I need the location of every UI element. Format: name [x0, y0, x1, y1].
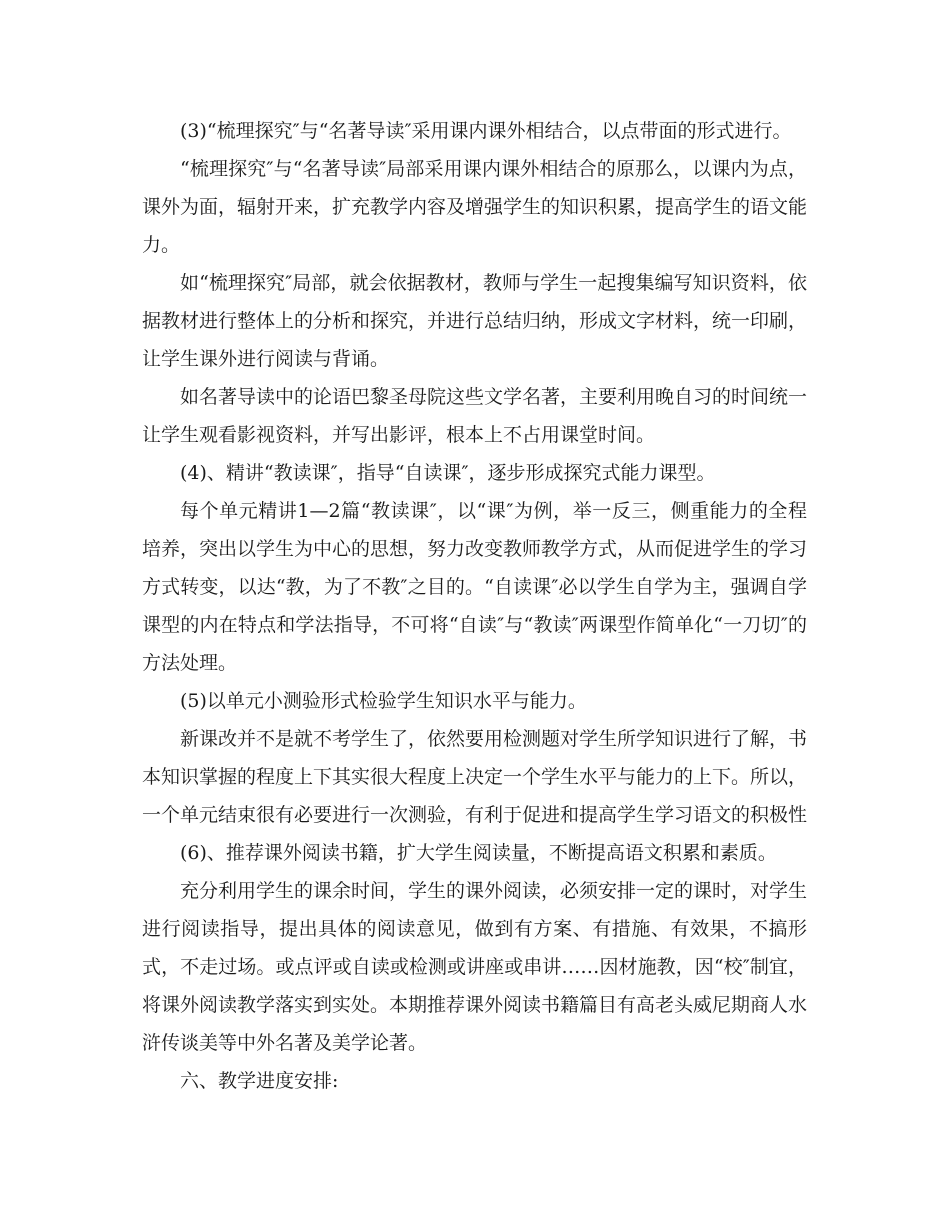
paragraph-section-5-detail: 新课改并不是就不考学生了，依然要用检测题对学生所学知识进行了解，书本知识掌握的程度上下其实很大程度上决定一个学生水平与能力的上下。所以，一个单元结束很有必要进行一次测验，有利于促进和提高学生学习语文的积极性 [142, 728, 808, 826]
paragraph-section-3: (3)“梳理探究″与“名著导读″采用课内课外相结合，以点带面的形式进行。 [180, 120, 792, 142]
paragraph-section-4: (4)、精讲“教读课″，指导“自读课″，逐步形成探究式能力课型。 [180, 462, 716, 484]
paragraph-section-4-detail: 每个单元精讲1—2篇“教读课″，以“课″为例，举一反三，侧重能力的全程培养，突出以学生为中心的思想，努力改变教师教学方式，从而促进学生的学习方式转变，以达“教，为了不教″之目的。“自读课″必以学生自学为主，强调自学课型的内在特点和学法指导，不可将“自读″与“教读″两课型作简单化“一刀切″的方法处理。 [142, 500, 808, 674]
paragraph-section-3-detail: “梳理探究″与“名著导读″局部采用课内课外相结合的原那么，以课内为点，课外为面，辐射开来，扩充教学内容及增强学生的知识积累，提高学生的语文能力。 [142, 158, 808, 256]
paragraph-section-3-classics: 如名著导读中的论语巴黎圣母院这些文学名著，主要利用晚自习的时间统一让学生观看影视资料，并写出影评，根本上不占用课堂时间。 [142, 386, 808, 446]
paragraph-section-6: (6)、推荐课外阅读书籍，扩大学生阅读量，不断提高语文积累和素质。 [180, 842, 777, 864]
paragraph-section-6-detail: 充分利用学生的课余时间，学生的课外阅读，必须安排一定的课时，对学生进行阅读指导，提出具体的阅读意见，做到有方案、有措施、有效果，不搞形式，不走过场。或点评或自读或检测或讲座或串讲……因材施教，因“校″制宜，将课外阅读教学落实到实处。本期推荐课外阅读书籍篇目有高老头威尼期商人水浒传谈美等中外名著及美学论著。 [142, 880, 808, 1054]
document-body [142, 112, 807, 1100]
paragraph-section-5: (5)以单元小测验形式检验学生知识水平与能力。 [180, 690, 587, 712]
paragraph-section-3-example: 如“梳理探究″局部，就会依据教材，教师与学生一起搜集编写知识资料，依据教材进行整体上的分析和探究，并进行总结归纳，形成文字材料，统一印刷，让学生课外进行阅读与背诵。 [142, 272, 808, 370]
section-heading-schedule: 六、教学进度安排: [180, 1070, 339, 1092]
